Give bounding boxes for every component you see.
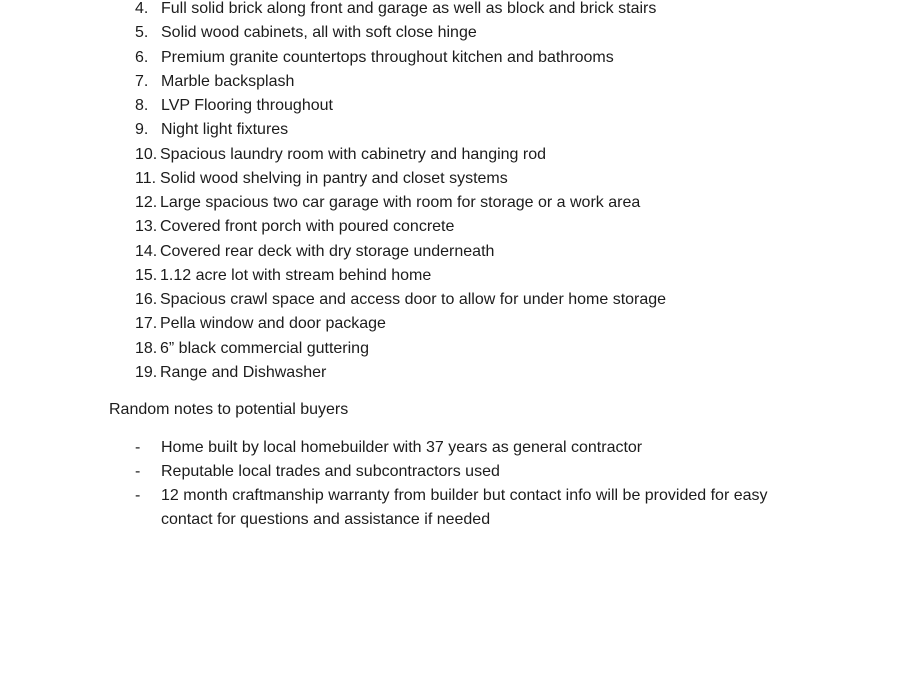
- notes-list: [135, 436, 795, 532]
- list-item-number: 9.: [135, 121, 149, 139]
- list-item: [135, 97, 835, 121]
- list-item-number: 18.: [135, 339, 158, 357]
- list-item: [135, 364, 835, 388]
- list-bullet: -: [135, 487, 141, 504]
- list-item: [135, 267, 835, 291]
- list-item: [135, 291, 835, 315]
- list-item: [135, 340, 835, 364]
- list-item-text: Spacious laundry room with cabinetry and hanging rod: [160, 145, 547, 163]
- list-item-text: Premium granite countertops throughout kitchen and bathrooms: [161, 48, 614, 66]
- list-item-text: Reputable local trades and subcontractors used: [161, 463, 500, 480]
- list-item: [135, 436, 795, 460]
- list-item: [135, 121, 835, 145]
- notes-heading: Random notes to potential buyers: [109, 401, 349, 418]
- list-item-text: Covered front porch with poured concrete: [160, 218, 455, 236]
- list-item-text: 12 month craftmanship warranty from builder but contact info will be provided for easy contact for questions and assistance if needed: [161, 487, 768, 528]
- list-item: [135, 194, 835, 218]
- list-item-text: Solid wood cabinets, all with soft close hinge: [161, 24, 477, 42]
- list-item-text: Covered rear deck with dry storage underneath: [160, 242, 495, 260]
- list-item-text: Marble backsplash: [161, 72, 295, 90]
- list-item-text: Range and Dishwasher: [160, 363, 327, 381]
- list-item-text: 1.12 acre lot with stream behind home: [160, 266, 432, 284]
- list-item-text: Full solid brick along front and garage as well as block and brick stairs: [161, 0, 657, 17]
- list-item-text: Large spacious two car garage with room for storage or a work area: [160, 194, 641, 211]
- list-item: [135, 243, 835, 267]
- list-item-number: 16.: [135, 291, 158, 308]
- list-item: [135, 0, 835, 24]
- list-item: [135, 146, 835, 170]
- list-item: [135, 218, 835, 242]
- list-item-text: LVP Flooring throughout: [161, 97, 333, 114]
- list-item-number: 10.: [135, 145, 158, 163]
- list-item-number: 17.: [135, 315, 158, 333]
- list-item: [135, 49, 835, 73]
- list-item-number: 19.: [135, 363, 158, 381]
- list-item-number: 8.: [135, 97, 149, 114]
- list-item-number: 7.: [135, 72, 149, 90]
- list-item: [135, 73, 835, 97]
- list-item-number: 12.: [135, 194, 158, 211]
- list-bullet: -: [135, 439, 141, 456]
- list-item-number: 5.: [135, 24, 149, 42]
- list-item: [135, 484, 795, 532]
- list-item-number: 14.: [135, 242, 158, 260]
- list-item-number: 13.: [135, 218, 158, 236]
- list-item: [135, 460, 795, 484]
- list-item-text: Solid wood shelving in pantry and closet systems: [160, 169, 508, 187]
- list-item-number: 6.: [135, 48, 149, 66]
- list-item-text: 6” black commercial guttering: [160, 339, 369, 357]
- list-item: [135, 170, 835, 194]
- list-item-text: Night light fixtures: [161, 121, 289, 139]
- list-item-text: Pella window and door package: [160, 315, 386, 333]
- list-item-text: Home built by local homebuilder with 37 years as general contractor: [161, 439, 643, 456]
- list-bullet: -: [135, 463, 141, 480]
- list-item-number: 4.: [135, 0, 149, 17]
- list-item-text: Spacious crawl space and access door to allow for under home storage: [160, 291, 667, 308]
- list-item: [135, 24, 835, 48]
- list-item: [135, 315, 835, 339]
- feature-list: [135, 0, 835, 388]
- list-item-number: 15.: [135, 266, 158, 284]
- list-item-number: 11.: [135, 169, 157, 187]
